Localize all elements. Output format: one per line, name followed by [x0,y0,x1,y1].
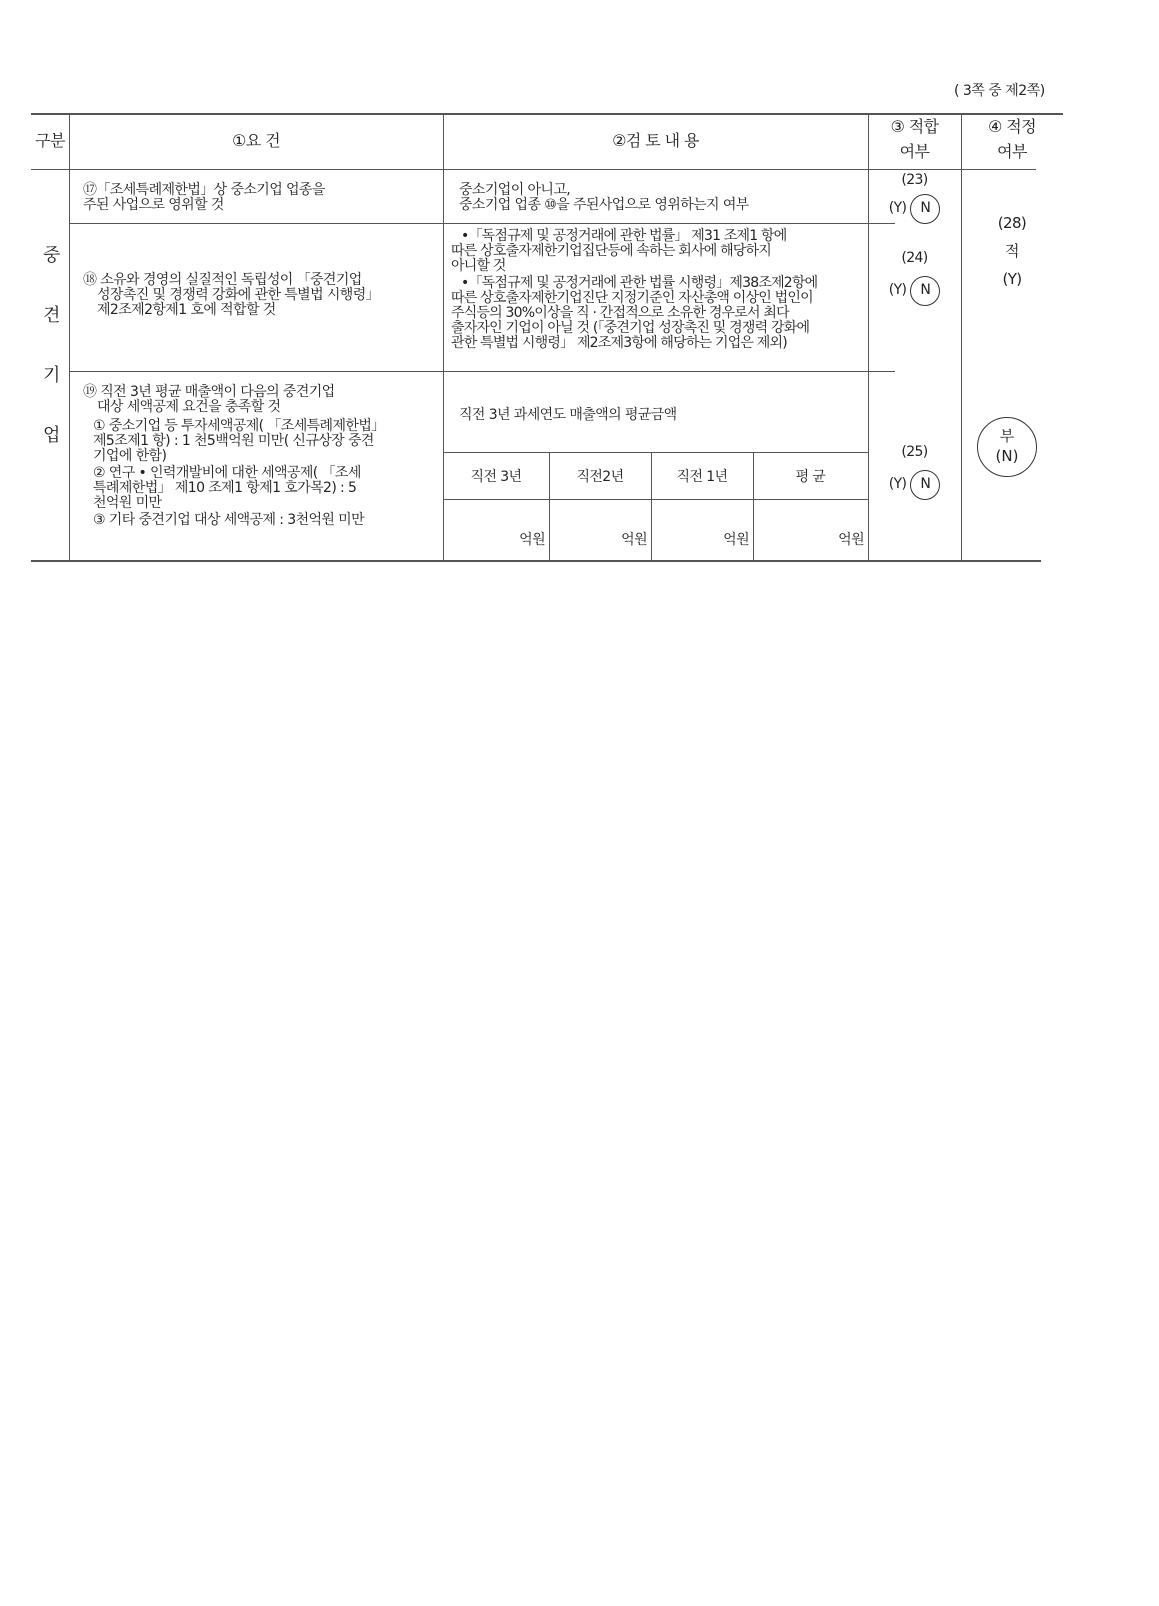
sales-value: 억원 [621,532,647,548]
row3-requirement: ⑲ 직전 3년 평균 매출액이 다음의 중견기업 대상 세액공제 요건을 충족할 것 ① 중소기업 등 투자세액공제( 「조세특례제한법」 제5조제1 항) : 1 천5백억원 미만( 신규상장 중견 기업에 한함) ② 연구 • 인력개발비에 대한 세액공제( 「조세 특례제한법」 제10 조제1 항제1 호가목2) : 5 천억원 미만 ③ 기타 중견기업 대상 세액공제 : 3천억원 미만 [83,384,385,528]
row2-code: (24) [901,250,928,266]
sales-value: 억원 [519,532,545,548]
sales-header: 직전2년 [576,469,624,485]
proper-yes: (28) 적 (Y) [997,214,1027,288]
sales-value: 억원 [723,532,749,548]
row1-yes: (Y) [888,200,907,216]
header-category: 구분 [35,131,65,150]
category-char: 기 [43,365,61,386]
category-char: 견 [43,305,61,326]
row3-fit [868,445,961,500]
header-fit: ③ 적합 여부 [890,117,939,161]
row2-fit [868,251,961,306]
row3-review-title: 직전 3년 과세연도 매출액의 평균금액 [459,407,677,423]
sales-header: 평 균 [795,469,826,485]
category-char: 중 [43,245,61,266]
header-review: ②검 토 내 용 [612,131,699,150]
row2-no-circle: N [910,276,940,306]
row1-code: (23) [901,172,928,188]
row3-code: (25) [901,444,928,460]
row2-requirement: ⑱ 소유와 경영의 실질적인 독립성이 「중견기업 성장촉진 및 경쟁력 강화에 관한 특별법 시행령」 제2조제2항제1 호에 적합할 것 [83,272,380,318]
row2-review: •「독점규제 및 공정거래에 관한 법률」 제31 조제1 항에 따른 상호출자제한기업집단등에 속하는 회사에 해당하지 아니할 것 •「독점규제 및 공정거래에 관한 법률 시행령」제38조제2항에 따른 상호출자제한기업진단 지정기준인 자산총액 이상인 법인이 주식등의 30%이상을 직 · 간접적으로 소유한 경우로서 최다 출자자인 기업이 아닐 것 (「중견기업 성장촉진 및 경쟁력 강화에 관한 특별법 시행령」 제2조제3항에 해당하는 기업은 제외) [451,228,818,351]
sales-value: 억원 [838,532,864,548]
row1-no-circle: N [910,194,940,224]
sales-header: 직전 3년 [470,469,522,485]
row2-yes: (Y) [888,282,907,298]
requirements-table [31,113,1063,562]
category-char: 업 [43,425,61,446]
row1-review: 중소기업이 아니고, 중소기업 업종 ⑩을 주된사업으로 영위하는지 여부 [459,182,749,213]
row1-fit [868,173,961,224]
sales-header: 직전 1년 [676,469,728,485]
page-indicator: ( 3쪽 중 제2쪽) [954,83,1045,99]
row1-requirement: ⑰「조세특례제한법」상 중소기업 업종을 주된 사업으로 영위할 것 [83,182,325,213]
row3-no-circle: N [910,470,940,500]
header-proper: ④ 적정 여부 [988,117,1036,161]
proper-no-circle: 부 (N) [977,417,1037,477]
header-requirement: ①요 건 [232,131,280,150]
row3-yes: (Y) [888,476,907,492]
